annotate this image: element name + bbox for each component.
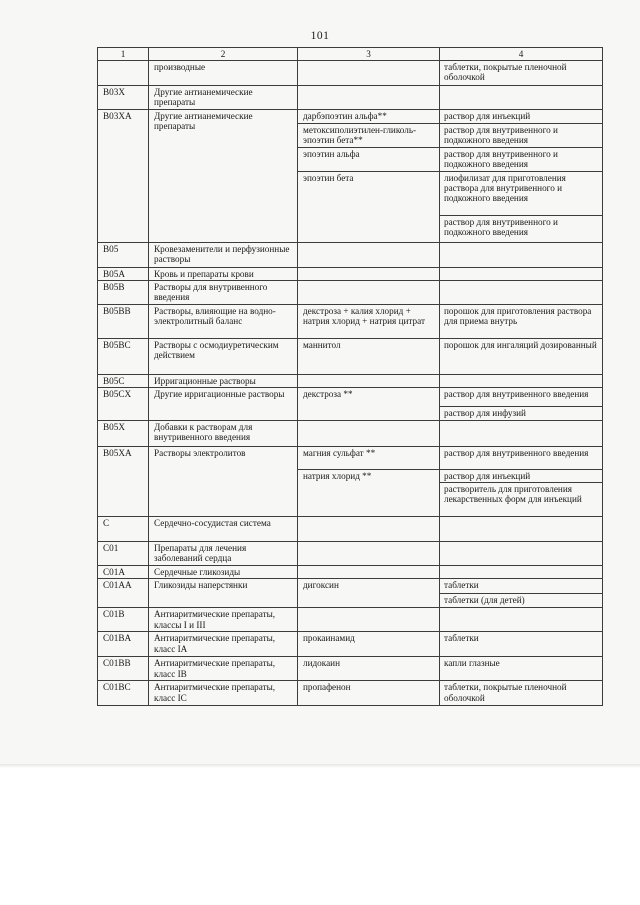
dosage-form-cell: капли глазные — [440, 657, 603, 681]
code-cell: C01BA — [98, 632, 149, 657]
table-row — [98, 374, 603, 387]
code-cell: B03X — [98, 86, 149, 109]
page-number: 101 — [310, 30, 330, 42]
table-row — [98, 608, 603, 632]
table-body — [98, 61, 603, 706]
group-name-cell: Сердечно-сосудистая система — [149, 517, 298, 542]
code-cell: C01BB — [98, 657, 149, 681]
table-row — [98, 657, 603, 681]
dosage-form-cell: таблетки, покрытые пленочной оболочкой — [440, 681, 603, 706]
dosage-form-cell: раствор для инфузий — [440, 407, 603, 421]
table-row — [98, 267, 603, 280]
drug-name-cell: прокаинамид — [298, 632, 440, 657]
table-row — [98, 280, 603, 304]
group-name-cell: Растворы для внутривенного введения — [149, 280, 298, 304]
dosage-form-cell: растворитель для приготовления лекарственных форм для инъекций — [440, 483, 603, 517]
code-cell: B05BC — [98, 338, 149, 374]
dosage-form-cell: лиофилизат для приготовления раствора для внутривенного и подкожного введения — [440, 171, 603, 215]
group-name-cell: Ирригационные растворы — [149, 374, 298, 387]
column-header: 2 — [149, 48, 298, 61]
drug-name-cell — [298, 542, 440, 566]
table-row — [98, 61, 603, 86]
group-name-cell: Антиаритмические препараты, класс IC — [149, 681, 298, 706]
column-header: 4 — [440, 48, 603, 61]
code-cell: C01BC — [98, 681, 149, 706]
group-name-cell: Кровь и препараты крови — [149, 267, 298, 280]
table-row — [98, 566, 603, 579]
drug-name-cell — [298, 517, 440, 542]
dosage-form-cell — [440, 242, 603, 267]
drug-name-cell: дарбэпоэтин альфа** — [298, 109, 440, 123]
table-row — [98, 421, 603, 447]
code-cell: C01A — [98, 566, 149, 579]
table-row — [98, 681, 603, 706]
code-cell: B05BB — [98, 304, 149, 338]
drug-name-cell: магния сульфат ** — [298, 447, 440, 470]
drug-name-cell — [298, 267, 440, 280]
group-name-cell: Сердечные гликозиды — [149, 566, 298, 579]
drug-name-cell — [298, 242, 440, 267]
dosage-form-cell: порошок для приготовления раствора для приема внутрь — [440, 304, 603, 338]
code-cell: C01B — [98, 608, 149, 632]
drug-name-cell: пропафенон — [298, 681, 440, 706]
drug-name-cell — [298, 421, 440, 447]
drug-name-cell: декстроза + калия хлорид + натрия хлорид + натрия цитрат — [298, 304, 440, 338]
code-cell: B05X — [98, 421, 149, 447]
table-row — [98, 338, 603, 374]
dosage-form-cell — [440, 267, 603, 280]
dosage-form-cell: таблетки — [440, 579, 603, 594]
dosage-form-cell — [440, 280, 603, 304]
dosage-form-cell: раствор для внутривенного и подкожного введения — [440, 123, 603, 147]
code-cell — [98, 61, 149, 86]
dosage-form-cell: раствор для внутривенного и подкожного введения — [440, 147, 603, 171]
dosage-form-cell: раствор для внутривенного введения — [440, 447, 603, 470]
dosage-form-cell — [440, 374, 603, 387]
group-name-cell: Другие ирригационные растворы — [149, 388, 298, 421]
dosage-form-cell — [440, 517, 603, 542]
table-header-row — [98, 48, 603, 61]
table-row — [98, 517, 603, 542]
code-cell: C01 — [98, 542, 149, 566]
group-name-cell: Растворы с осмодиуретическим действием — [149, 338, 298, 374]
dosage-form-cell — [440, 86, 603, 109]
code-cell: C — [98, 517, 149, 542]
code-cell: B05B — [98, 280, 149, 304]
drug-name-cell: метоксиполиэтилен-гликоль-эпоэтин бета** — [298, 123, 440, 147]
table-row — [98, 86, 603, 109]
code-cell: B05C — [98, 374, 149, 387]
page-edge — [0, 764, 640, 768]
dosage-form-cell: порошок для ингаляций дозированный — [440, 338, 603, 374]
group-name-cell: Добавки к растворам для внутривенного введения — [149, 421, 298, 447]
drug-name-cell: лидокаин — [298, 657, 440, 681]
group-name-cell: Кровезаменители и перфузионные растворы — [149, 242, 298, 267]
drug-name-cell — [298, 566, 440, 579]
drug-name-cell — [298, 608, 440, 632]
table-row — [98, 388, 603, 407]
group-name-cell: Антиаритмические препараты, классы I и III — [149, 608, 298, 632]
code-cell: B03XA — [98, 109, 149, 242]
dosage-form-cell: таблетки, покрытые пленочной оболочкой — [440, 61, 603, 86]
dosage-form-cell: раствор для инъекций — [440, 470, 603, 483]
table-row — [98, 447, 603, 470]
table-row — [98, 579, 603, 594]
group-name-cell: Другие антианемические препараты — [149, 109, 298, 242]
group-name-cell: Растворы электролитов — [149, 447, 298, 517]
drug-name-cell — [298, 374, 440, 387]
table-row — [98, 632, 603, 657]
code-cell: B05A — [98, 267, 149, 280]
table-row — [98, 304, 603, 338]
drug-name-cell: эпоэтин бета — [298, 171, 440, 242]
dosage-form-cell: таблетки (для детей) — [440, 594, 603, 608]
drug-name-cell: натрия хлорид ** — [298, 470, 440, 517]
dosage-form-cell — [440, 542, 603, 566]
dosage-form-cell — [440, 421, 603, 447]
code-cell: B05CX — [98, 388, 149, 421]
drug-name-cell — [298, 280, 440, 304]
dosage-form-cell: раствор для внутривенного введения — [440, 388, 603, 407]
dosage-form-cell: раствор для инъекций — [440, 109, 603, 123]
code-cell: C01AA — [98, 579, 149, 608]
group-name-cell: Другие антианемические препараты — [149, 86, 298, 109]
table-row — [98, 542, 603, 566]
drug-name-cell: декстроза ** — [298, 388, 440, 421]
drug-name-cell — [298, 61, 440, 86]
code-cell: B05XA — [98, 447, 149, 517]
dosage-form-cell: раствор для внутривенного и подкожного введения — [440, 215, 603, 242]
group-name-cell: Препараты для лечения заболеваний сердца — [149, 542, 298, 566]
column-header: 3 — [298, 48, 440, 61]
column-header: 1 — [98, 48, 149, 61]
dosage-form-cell — [440, 608, 603, 632]
drug-name-cell — [298, 86, 440, 109]
table-row — [98, 242, 603, 267]
group-name-cell: Антиаритмические препараты, класс IB — [149, 657, 298, 681]
dosage-form-cell: таблетки — [440, 632, 603, 657]
group-name-cell: Антиаритмические препараты, класс IA — [149, 632, 298, 657]
group-name-cell: Растворы, влияющие на водно-электролитный баланс — [149, 304, 298, 338]
group-name-cell: производные — [149, 61, 298, 86]
drug-name-cell: маннитол — [298, 338, 440, 374]
code-cell: B05 — [98, 242, 149, 267]
drug-name-cell: эпоэтин альфа — [298, 147, 440, 171]
drug-name-cell: дигоксин — [298, 579, 440, 608]
group-name-cell: Гликозиды наперстянки — [149, 579, 298, 608]
table-row — [98, 109, 603, 123]
dosage-form-cell — [440, 566, 603, 579]
drug-classification-table — [97, 47, 603, 706]
